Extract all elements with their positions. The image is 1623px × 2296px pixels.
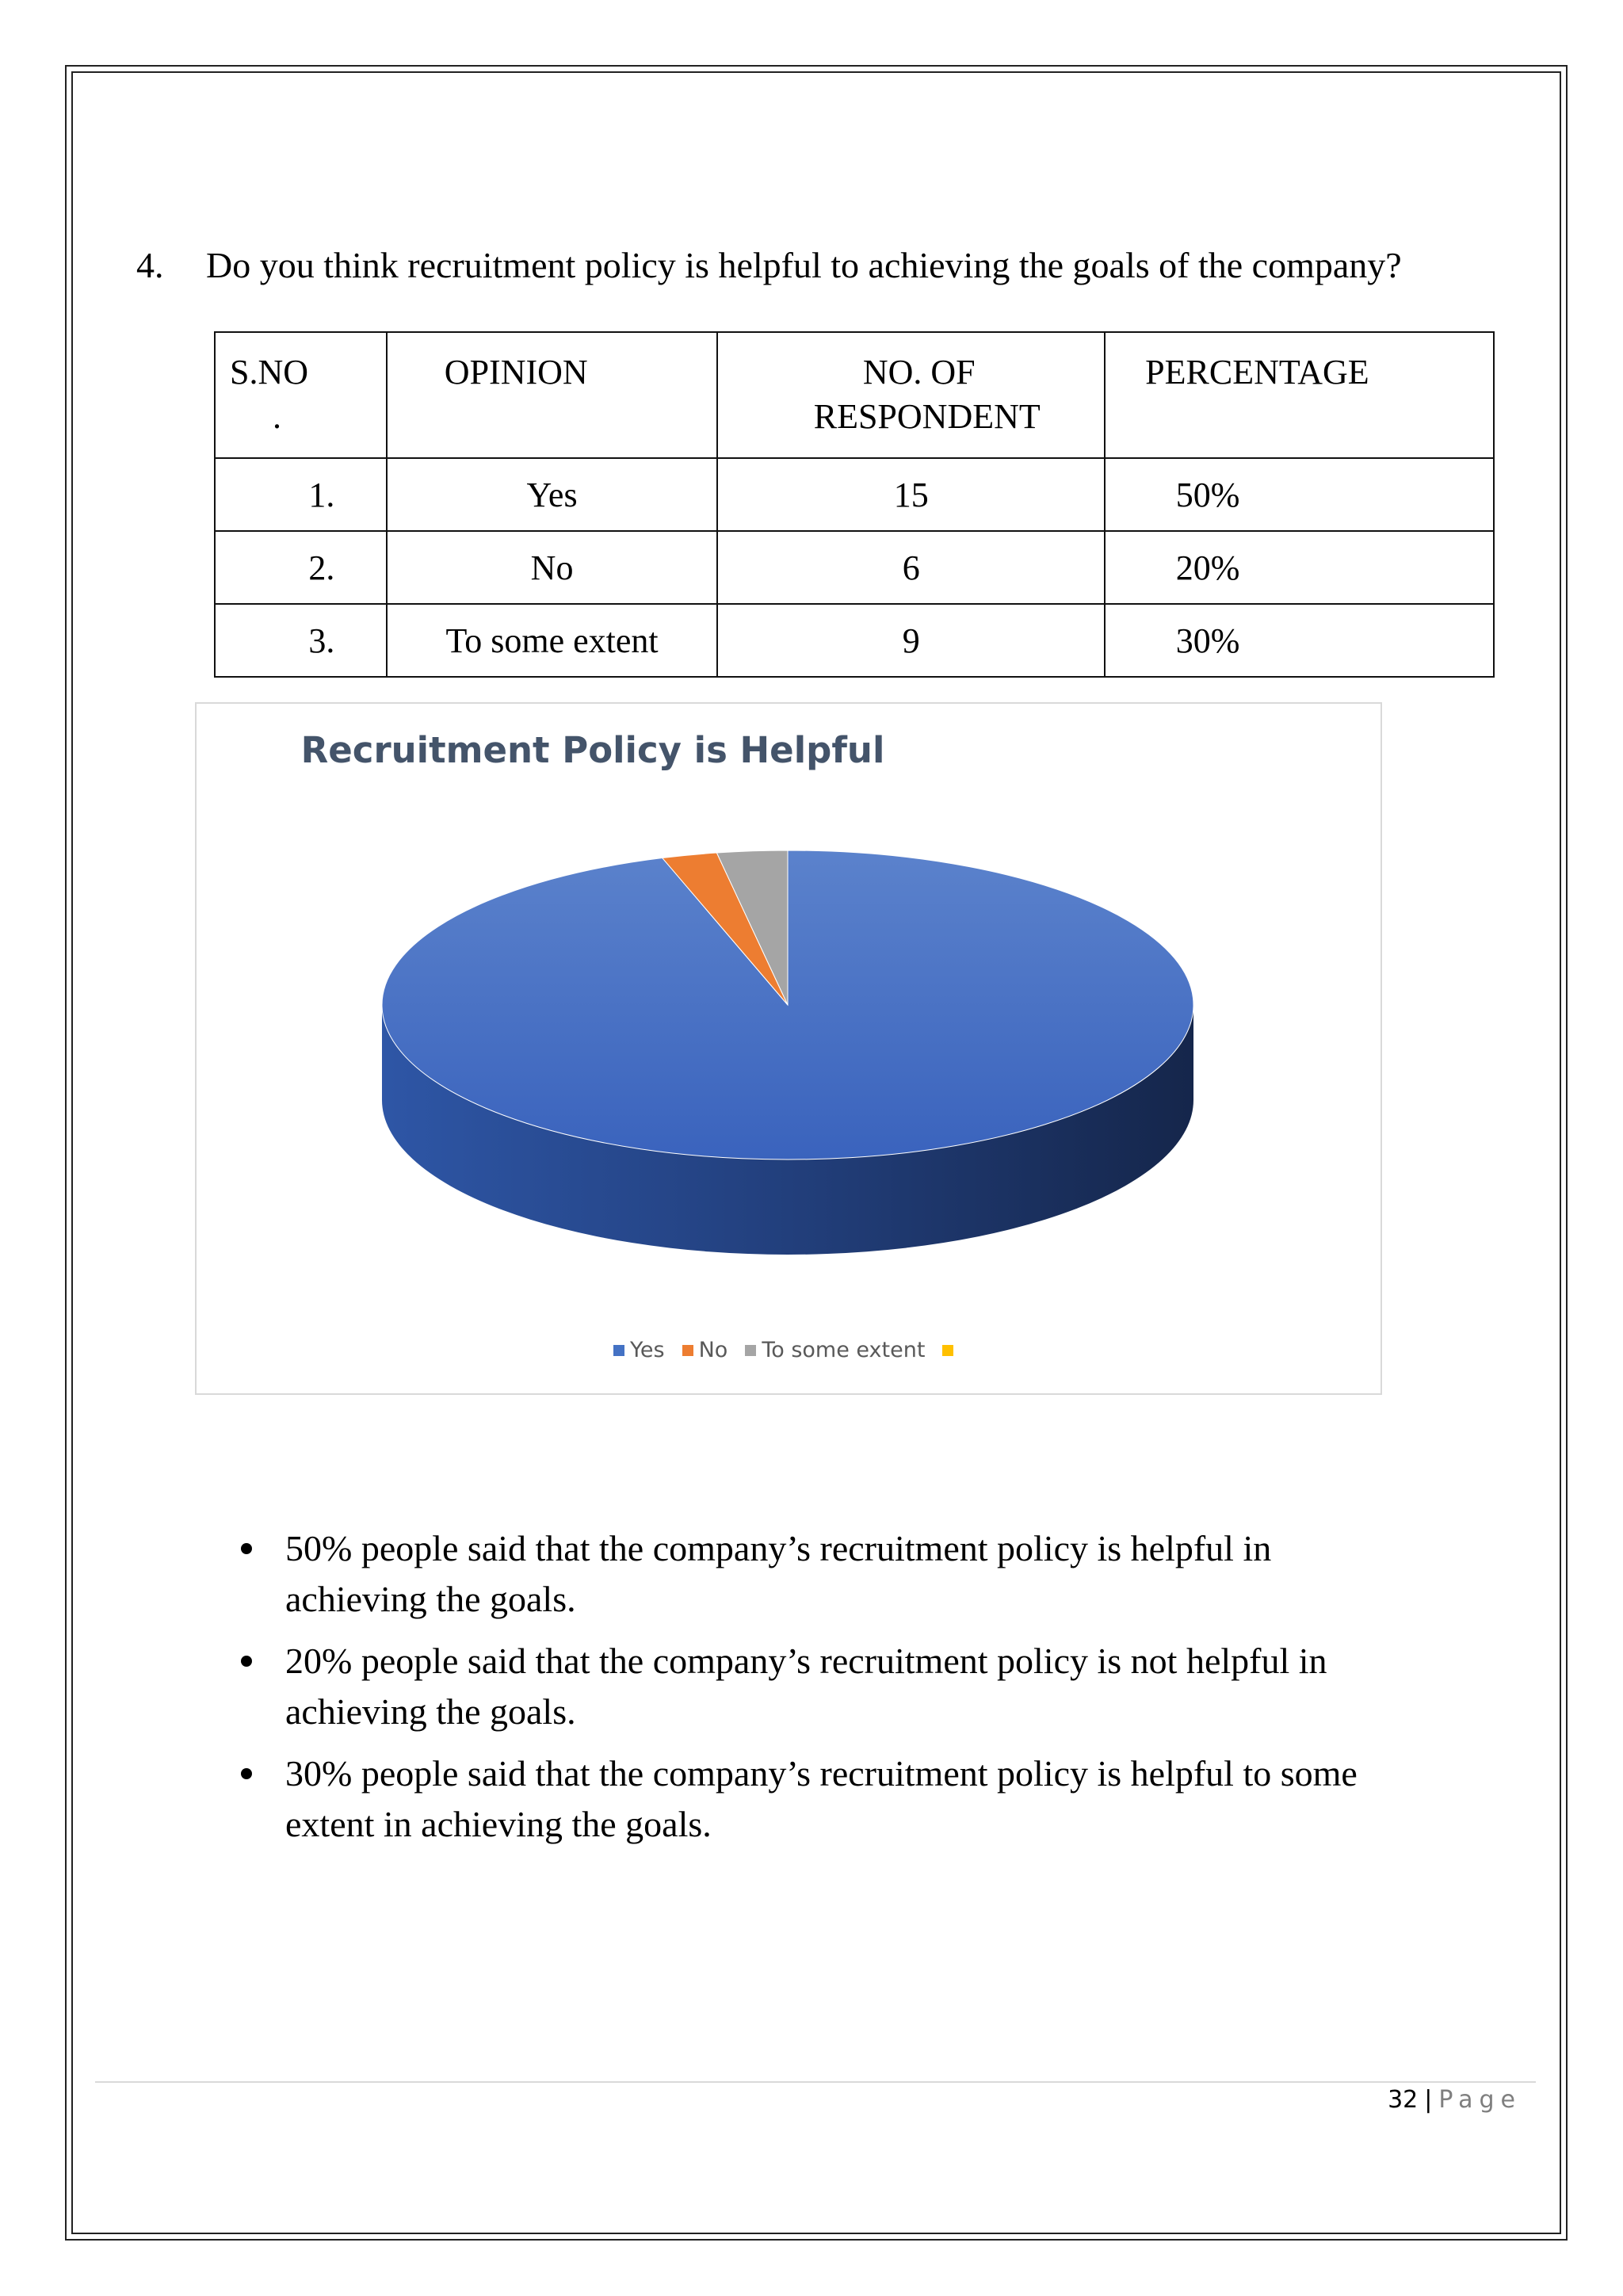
table-header-row <box>215 332 1494 458</box>
pie-chart-graphic <box>197 704 1381 1393</box>
header-sno-line1: S.NO <box>230 353 309 392</box>
cell-sno: 3. <box>215 604 387 677</box>
cell-sno: 1. <box>215 458 387 531</box>
legend-swatch-icon <box>745 1345 756 1356</box>
bullet-dot-icon <box>241 1656 252 1667</box>
page-word: Page <box>1438 2086 1522 2114</box>
cell-respondents: 15 <box>717 458 1105 531</box>
header-sno-line2: . <box>273 397 281 436</box>
cell-respondents: 9 <box>717 604 1105 677</box>
response-table <box>214 331 1495 678</box>
list-item <box>238 1636 1411 1737</box>
cell-opinion: To some extent <box>387 604 718 677</box>
bullet-dot-icon <box>241 1768 252 1779</box>
legend-label: Yes <box>630 1338 665 1362</box>
cell-percentage: 50% <box>1105 458 1494 531</box>
cell-percentage: 20% <box>1105 531 1494 604</box>
header-respondents-line1: NO. OF <box>862 353 976 392</box>
legend-swatch-icon <box>942 1345 953 1356</box>
table-row <box>215 604 1494 677</box>
legend-swatch-icon <box>682 1345 693 1356</box>
list-item <box>238 1748 1411 1850</box>
legend-item <box>745 1338 925 1362</box>
finding-text: 50% people said that the company’s recruitment policy is helpful in achieving the goals. <box>285 1528 1272 1619</box>
header-opinion: OPINION <box>387 332 718 458</box>
legend-item <box>682 1338 728 1362</box>
finding-text: 30% people said that the company’s recruitment policy is helpful to some extent in achieving the goals. <box>285 1753 1358 1844</box>
footer-divider <box>95 2081 1536 2083</box>
pie-chart <box>195 702 1382 1395</box>
header-respondents <box>717 332 1105 458</box>
legend-item <box>613 1338 665 1362</box>
table-row <box>215 458 1494 531</box>
legend-swatch-icon <box>613 1345 624 1356</box>
table-row <box>215 531 1494 604</box>
list-item <box>238 1523 1411 1625</box>
question-number: 4. <box>136 245 164 285</box>
legend-item <box>942 1338 959 1362</box>
header-percentage: PERCENTAGE <box>1105 332 1494 458</box>
header-sno <box>215 332 387 458</box>
cell-sno: 2. <box>215 531 387 604</box>
cell-opinion: Yes <box>387 458 718 531</box>
cell-percentage: 30% <box>1105 604 1494 677</box>
chart-title: Recruitment Policy is Helpful <box>300 729 885 771</box>
cell-respondents: 6 <box>717 531 1105 604</box>
footer-separator: | <box>1424 2086 1433 2114</box>
page-number: 32 <box>1388 2086 1419 2114</box>
finding-text: 20% people said that the company’s recruitment policy is not helpful in achieving the goals. <box>285 1641 1327 1732</box>
cell-opinion: No <box>387 531 718 604</box>
question-text: Do you think recruitment policy is helpful to achieving the goals of the company? <box>206 245 1402 285</box>
header-respondents-line2: RESPONDENT <box>813 397 1041 436</box>
legend-label: No <box>698 1338 728 1362</box>
question-heading <box>136 244 1402 286</box>
legend-label: To some extent <box>762 1338 926 1362</box>
page-footer <box>1388 2086 1522 2114</box>
chart-legend <box>613 1338 976 1362</box>
findings-list <box>238 1523 1411 1861</box>
bullet-dot-icon <box>241 1543 252 1554</box>
